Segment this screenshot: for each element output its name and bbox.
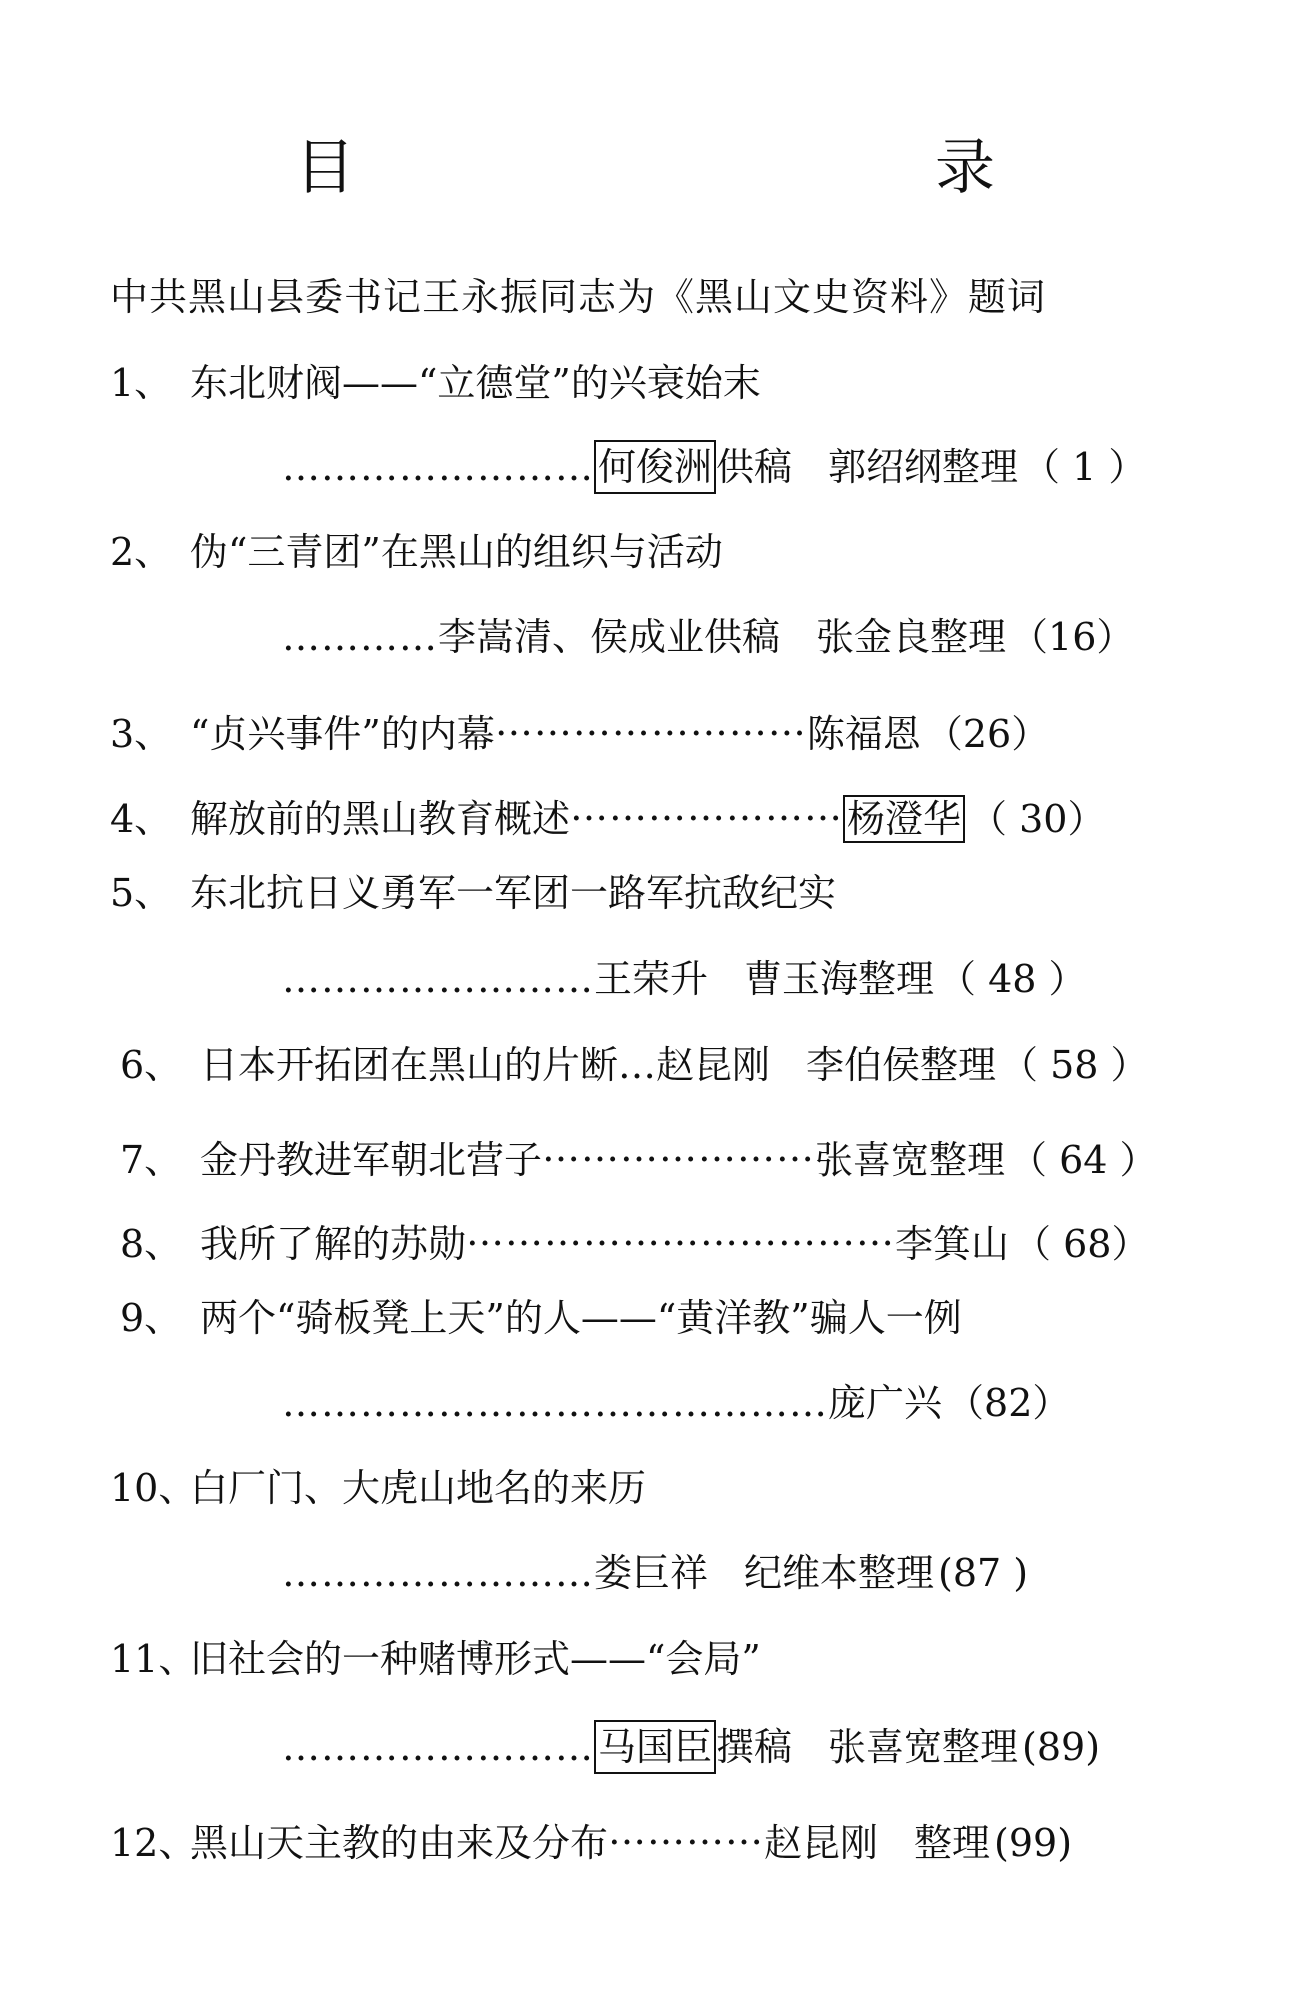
entry-author-boxed: 马国臣 (594, 1720, 716, 1774)
dot-leader: …………………… (282, 1725, 594, 1769)
entry-author: 张喜宽整理 (815, 1138, 1006, 1182)
entry-title: 日本开拓团在黑山的片断…赵昆刚 (200, 1043, 771, 1087)
entry-number: 11、 (110, 1637, 197, 1681)
entry-title: 黑山天主教的由来及分布 (190, 1821, 609, 1865)
toc-entry-11-detail-line (282, 1720, 1100, 1774)
entry-author: 赵昆刚 (764, 1821, 879, 1865)
entry-number: 4、 (110, 797, 173, 841)
entry-author-boxed: 杨澄华 (843, 795, 965, 843)
entry-number: 10、 (110, 1466, 197, 1510)
entry-number: 9、 (120, 1296, 183, 1340)
entry-editor: 张喜宽整理 (828, 1725, 1019, 1769)
entry-page-number: （ 64 ） (1009, 1138, 1158, 1182)
entry-title: 我所了解的苏勋 (200, 1222, 467, 1266)
toc-entry-1-detail-line (282, 440, 1146, 494)
entry-number: 2、 (110, 530, 173, 574)
dot-leader: …………………… (282, 1551, 594, 1595)
toc-entry-10-title-line (110, 1463, 646, 1513)
entry-title: 金丹教进军朝北营子 (200, 1138, 543, 1182)
entry-editor: 整理 (914, 1821, 991, 1865)
page-title: 目 录 (295, 133, 1255, 203)
toc-entry-9-detail-line (282, 1378, 1070, 1428)
entry-number: 12、 (110, 1821, 197, 1865)
entry-number: 5、 (110, 871, 173, 915)
entry-author: 娄巨祥 (594, 1551, 709, 1595)
entry-author-boxed: 何俊洲 (594, 440, 716, 494)
entry-role: 供稿 (716, 445, 793, 489)
entry-page-number: （82） (946, 1381, 1071, 1425)
dot-leader: ………… (282, 615, 438, 659)
toc-entry-9-title-line (120, 1293, 962, 1343)
toc-entry-12-line (110, 1806, 1072, 1868)
dedication-line: 中共黑山县委书记王永振同志为《黑山文史资料》题词 (110, 275, 1047, 319)
entry-page-number: （ 48 ） (938, 957, 1087, 1001)
toc-entry-7-line (120, 1123, 1158, 1185)
entry-author: 庞广兴 (828, 1381, 943, 1425)
entry-title: 东北财阀——“立德堂”的兴衰始末 (190, 361, 761, 405)
entry-editor: 曹玉海整理 (744, 957, 935, 1001)
toc-entry-4-line (110, 782, 1105, 844)
entry-author: 李箕山 (895, 1222, 1010, 1266)
toc-entry-11-title-line (110, 1634, 761, 1684)
toc-entry-8-line (120, 1207, 1149, 1269)
entry-title: 白厂门、大虎山地名的来历 (190, 1466, 647, 1510)
entry-number: 7、 (120, 1138, 183, 1182)
entry-page-number: (99) (994, 1821, 1073, 1865)
entry-editor: 李伯侯整理 (806, 1043, 997, 1087)
dot-leader: …………………………… (466, 1210, 896, 1254)
toc-entry-6-line (120, 1040, 1149, 1090)
entry-author: 陈福恩 (806, 712, 921, 756)
entry-page-number: (89) (1022, 1725, 1101, 1769)
entry-page-number: （16） (1010, 615, 1135, 659)
dot-leader: …………………… (494, 700, 807, 744)
entry-author: 李嵩清、侯成业供稿 (438, 615, 781, 659)
toc-entry-2-detail-line (282, 612, 1134, 662)
entry-page-number: （ 68） (1013, 1222, 1150, 1266)
entry-page-number: （ 1 ） (1022, 445, 1147, 489)
entry-role: 撰稿 (716, 1725, 793, 1769)
entry-page-number: （ 30） (969, 797, 1106, 841)
entry-page-number: （ 58 ） (1000, 1043, 1149, 1087)
dot-leader: …………………………………… (282, 1381, 828, 1425)
entry-title: “贞兴事件”的内幕 (190, 712, 495, 756)
entry-number: 8、 (120, 1222, 183, 1266)
entry-title: 伪“三青团”在黑山的组织与活动 (190, 530, 723, 574)
dot-leader: ………………… (542, 1126, 816, 1170)
dot-leader: ………………… (570, 785, 844, 829)
toc-entry-1-title-line (110, 358, 761, 408)
toc-entry-2-title-line (110, 527, 723, 577)
entry-page-number: （26） (924, 712, 1050, 756)
toc-entry-5-detail-line (282, 954, 1087, 1004)
entry-number: 6、 (120, 1043, 183, 1087)
entry-editor: 纪维本整理 (744, 1551, 935, 1595)
toc-entry-5-title-line (110, 868, 836, 918)
entry-title: 旧社会的一种赌博形式——“会局” (190, 1637, 761, 1681)
dot-leader: …………………… (282, 957, 594, 1001)
toc-entry-10-detail-line (282, 1548, 1028, 1598)
entry-number: 3、 (110, 712, 173, 756)
entry-author: 王荣升 (594, 957, 709, 1001)
entry-number: 1、 (110, 361, 173, 405)
dot-leader: ………… (608, 1809, 765, 1853)
entry-title: 两个“骑板凳上天”的人——“黄洋教”骗人一例 (200, 1296, 962, 1340)
entry-editor: 郭绍纲整理 (828, 445, 1019, 489)
entry-title: 东北抗日义勇军一军团一路军抗敌纪实 (190, 871, 837, 915)
entry-title: 解放前的黑山教育概述 (190, 797, 571, 841)
entry-editor: 张金良整理 (816, 615, 1007, 659)
entry-page-number: (87 ) (938, 1551, 1029, 1595)
toc-entry-3-line (110, 697, 1049, 759)
dot-leader: …………………… (282, 445, 594, 489)
